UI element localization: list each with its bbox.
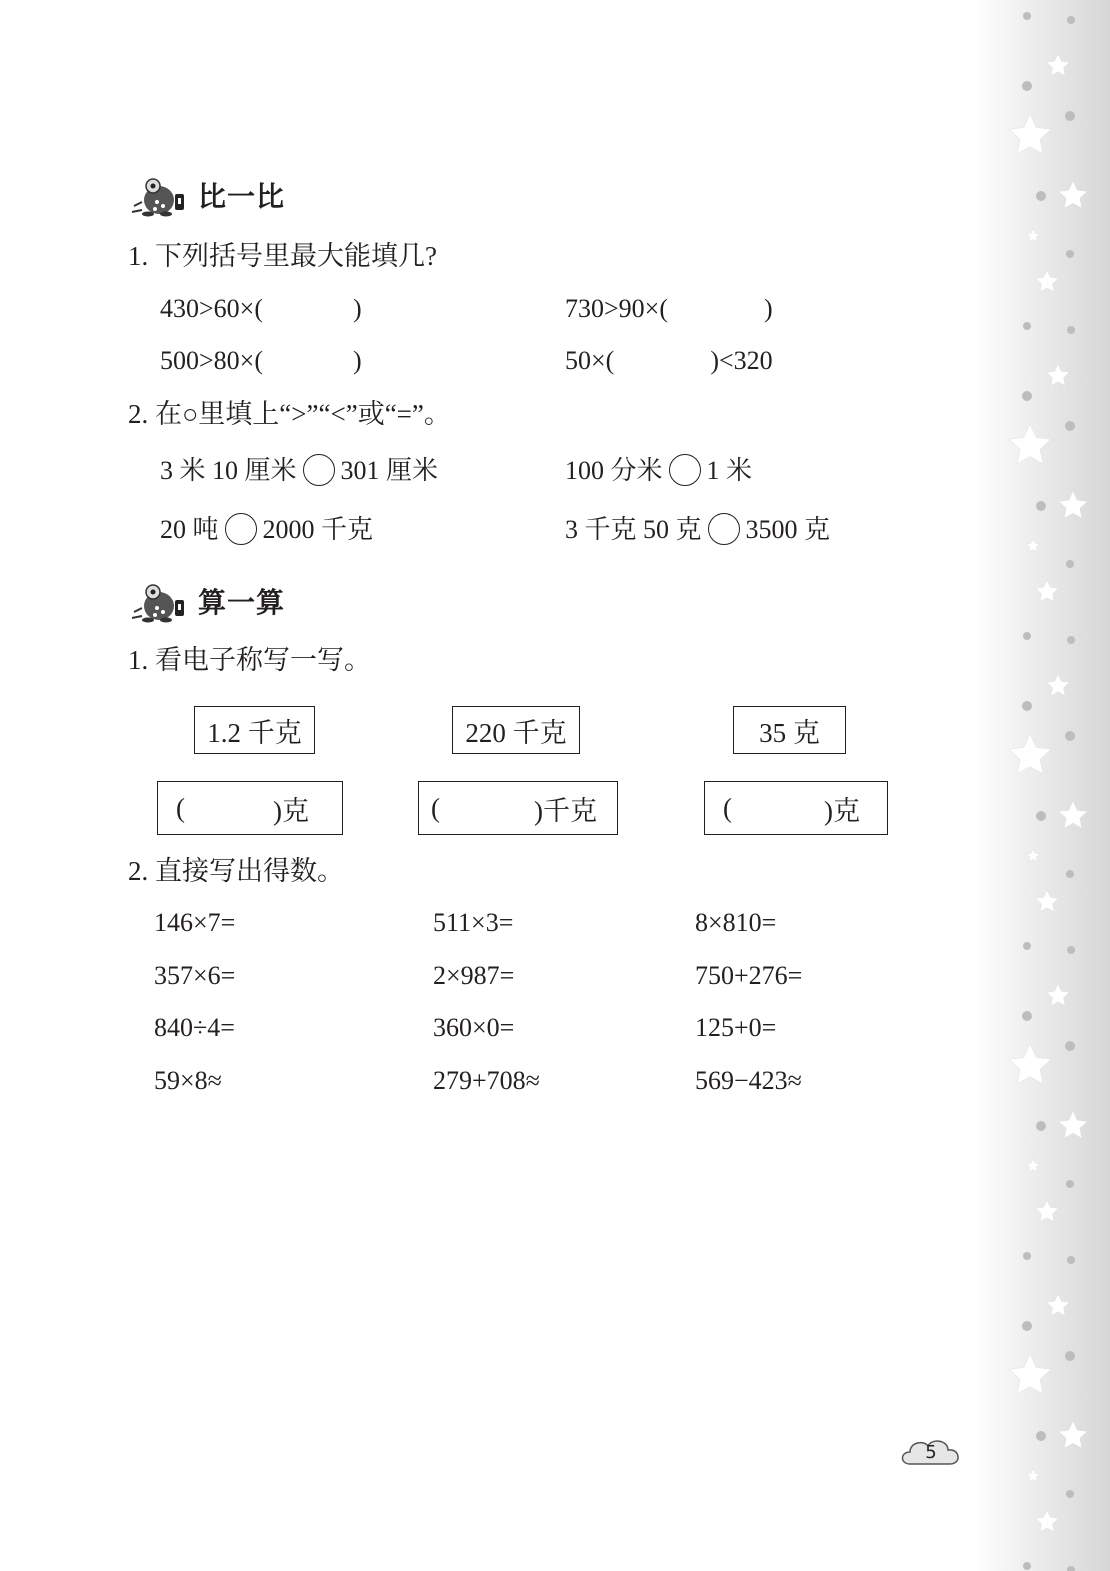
dot-icon [1067, 946, 1075, 954]
answer-circle[interactable] [669, 454, 701, 486]
compare-item [160, 514, 373, 548]
dot-icon [1067, 16, 1075, 24]
dot-icon [1067, 1566, 1075, 1571]
section-header-compare [128, 172, 285, 218]
paren-open: ( [176, 792, 185, 823]
section-title: 比一比 [198, 180, 286, 213]
scale-reading: 220 千克 [452, 706, 580, 754]
dot-icon [1065, 1351, 1075, 1361]
scale-reading: 1.2 千克 [194, 706, 315, 754]
star-icon [1047, 674, 1070, 696]
calc-item: 279+708≈ [433, 1066, 540, 1095]
calc-item: 2×987= [433, 961, 515, 990]
side-decoration-band [975, 0, 1110, 1571]
compare-left: 20 吨 [160, 515, 219, 544]
dot-icon [1023, 12, 1031, 20]
calc-item: 360×0= [433, 1013, 515, 1042]
answer-circle[interactable] [708, 513, 740, 545]
star-icon [1009, 1354, 1051, 1394]
dot-icon [1065, 1041, 1075, 1051]
expression-right: ) [352, 346, 362, 375]
calc-item: 750+276= [695, 961, 803, 990]
calc-item: 511×3= [433, 908, 514, 937]
star-decoration [975, 0, 1110, 1571]
dot-icon [1036, 191, 1046, 201]
star-icon [1036, 1510, 1059, 1532]
calc-item: 8×810= [695, 908, 777, 937]
paren-close-unit: )千克 [534, 795, 597, 826]
dot-icon [1066, 1490, 1074, 1498]
expression-right: ) [763, 294, 773, 323]
star-icon [1036, 270, 1059, 292]
compare-right: 3500 克 [745, 515, 831, 544]
star-icon [1026, 229, 1039, 242]
calc-item: 59×8≈ [154, 1066, 222, 1095]
compare-right: 2000 千克 [262, 515, 374, 544]
answer-box[interactable] [418, 781, 618, 835]
dot-icon [1036, 1121, 1046, 1131]
page-number: 5 [925, 1441, 937, 1463]
star-icon [1059, 1111, 1088, 1138]
star-icon [1026, 1469, 1039, 1482]
dot-icon [1066, 870, 1074, 878]
dot-icon [1036, 501, 1046, 511]
compare-item [160, 455, 438, 489]
answer-box[interactable] [704, 781, 888, 835]
paren-open: ( [431, 792, 440, 823]
question-title: 1. 看电子称写一写。 [128, 645, 371, 675]
calc-item: 146×7= [154, 908, 236, 937]
dot-icon [1066, 560, 1074, 568]
fill-blank-item [565, 293, 773, 325]
page-number-badge [898, 1434, 964, 1470]
answer-circle[interactable] [303, 454, 335, 486]
paren-close-unit: )克 [273, 795, 309, 826]
compare-left: 100 分米 [565, 456, 663, 485]
star-icon [1059, 801, 1088, 828]
dot-icon [1023, 1252, 1031, 1260]
dot-icon [1066, 250, 1074, 258]
expression-right: ) [352, 294, 362, 323]
dot-icon [1022, 1321, 1032, 1331]
compare-right: 1 米 [706, 456, 753, 485]
star-icon [1059, 181, 1088, 208]
scale-reading: 35 克 [733, 706, 846, 754]
dot-icon [1036, 811, 1046, 821]
star-icon [1036, 1200, 1059, 1222]
fill-blank-item [160, 345, 362, 377]
star-icon [1009, 424, 1051, 464]
dot-icon [1022, 391, 1032, 401]
compare-right: 301 厘米 [340, 456, 439, 485]
expression-left: 430>60×( [160, 294, 263, 323]
star-icon [1009, 734, 1051, 774]
star-icon [1026, 539, 1039, 552]
dot-icon [1022, 1011, 1032, 1021]
question-title: 1. 下列括号里最大能填几? [128, 241, 437, 271]
expression-left: 730>90×( [565, 294, 668, 323]
calc-item: 569−423≈ [695, 1066, 802, 1095]
calc-item: 357×6= [154, 961, 236, 990]
star-icon [1047, 1294, 1070, 1316]
dot-icon [1023, 942, 1031, 950]
star-icon [1059, 491, 1088, 518]
compare-left: 3 米 10 厘米 [160, 456, 297, 485]
compare-left: 3 千克 50 克 [565, 515, 702, 544]
dot-icon [1022, 81, 1032, 91]
section-title: 算一算 [198, 586, 286, 619]
answer-box[interactable] [157, 781, 343, 835]
compare-item [565, 455, 752, 489]
expression-left: 50×( [565, 346, 615, 375]
answer-circle[interactable] [225, 513, 257, 545]
expression-left: 500>80×( [160, 346, 263, 375]
calc-item: 840÷4= [154, 1013, 235, 1042]
star-icon [1047, 54, 1070, 76]
star-icon [1026, 1159, 1039, 1172]
dot-icon [1067, 326, 1075, 334]
question-title: 2. 在○里填上“>”“<”或“=”。 [128, 399, 451, 429]
star-icon [1047, 364, 1070, 386]
dot-icon [1036, 1431, 1046, 1441]
section-header-calculate [128, 578, 285, 624]
star-icon [1009, 1044, 1051, 1084]
fill-blank-item [160, 293, 362, 325]
star-icon [1059, 1421, 1088, 1448]
dot-icon [1065, 731, 1075, 741]
dot-icon [1023, 632, 1031, 640]
fill-blank-item [565, 345, 773, 377]
dot-icon [1066, 1180, 1074, 1188]
star-icon [1047, 984, 1070, 1006]
calc-item: 125+0= [695, 1013, 777, 1042]
paren-close-unit: )克 [824, 795, 860, 826]
dot-icon [1023, 322, 1031, 330]
dot-icon [1065, 111, 1075, 121]
compare-item [565, 514, 830, 548]
dot-icon [1023, 1562, 1031, 1570]
star-icon [1036, 890, 1059, 912]
expression-right: )<320 [710, 346, 773, 375]
dot-icon [1065, 421, 1075, 431]
dot-icon [1022, 701, 1032, 711]
star-icon [1036, 580, 1059, 602]
star-icon [1026, 849, 1039, 862]
question-title: 2. 直接写出得数。 [128, 856, 344, 886]
owl-mascot-icon [128, 172, 190, 218]
owl-mascot-icon [128, 578, 190, 624]
dot-icon [1067, 1256, 1075, 1264]
star-icon [1009, 114, 1051, 154]
paren-open: ( [723, 792, 732, 823]
dot-icon [1067, 636, 1075, 644]
